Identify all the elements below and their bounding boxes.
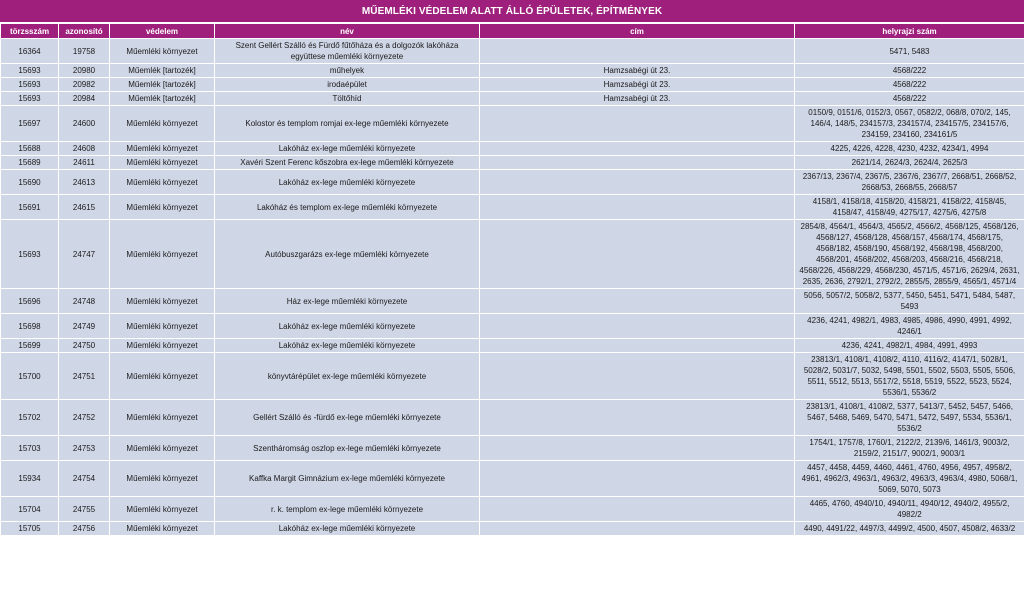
cell-helyrajzi-szam[interactable]: 4568/222 [795, 64, 1024, 78]
cell-azonosito[interactable]: 24755 [59, 497, 110, 522]
cell-helyrajzi-szam[interactable]: 2854/8, 4564/1, 4564/3, 4565/2, 4566/2, 4568/125, 4568/126, 4568/127, 4568/128, 4568/157, 4568/174, 4568/175, 4568/182, 4568/190, 4568/192, 4568/198, 4568/200, 4568/201, 4568/202, 4568/203, 4568/216, 4568/218, 4568/226, 4568/229, 4568/230, 4571/5, 4571/6, 2629/4, 2631, 2635, 2636, 2792/1, 2792/2, 2855/5, 2855/9, 4565/1, 4571/4 [795, 220, 1024, 289]
cell-helyrajzi-szam[interactable]: 4490, 4491/22, 4497/3, 4499/2, 4500, 4507, 4508/2, 4633/2 [795, 522, 1024, 536]
cell-vedelem[interactable]: Műemléki környezet [110, 289, 215, 314]
cell-helyrajzi-szam[interactable]: 5471, 5483 [795, 39, 1024, 64]
cell-cim[interactable] [480, 353, 795, 400]
cell-vedelem[interactable]: Műemléki környezet [110, 220, 215, 289]
cell-helyrajzi-szam[interactable]: 4225, 4226, 4228, 4230, 4232, 4234/1, 4994 [795, 142, 1024, 156]
cell-cim[interactable] [480, 289, 795, 314]
cell-vedelem[interactable]: Műemléki környezet [110, 497, 215, 522]
cell-azonosito[interactable]: 24615 [59, 195, 110, 220]
cell-cim[interactable]: Hamzsabégi út 23. [480, 78, 795, 92]
cell-azonosito[interactable]: 24608 [59, 142, 110, 156]
cell-torzsszam[interactable]: 15689 [1, 156, 59, 170]
cell-nev[interactable]: Lakóház ex-lege műemléki környezete [215, 142, 480, 156]
cell-nev[interactable]: Lakóház ex-lege műemléki környezete [215, 339, 480, 353]
table-row [1, 39, 1024, 64]
cell-nev[interactable]: Töltőhíd [215, 92, 480, 106]
cell-azonosito[interactable]: 24600 [59, 106, 110, 142]
cell-azonosito[interactable]: 24749 [59, 314, 110, 339]
table-row [1, 78, 1024, 92]
cell-azonosito[interactable]: 24752 [59, 400, 110, 436]
cell-azonosito[interactable]: 24748 [59, 289, 110, 314]
cell-azonosito[interactable]: 24753 [59, 436, 110, 461]
cell-helyrajzi-szam[interactable]: 23813/1, 4108/1, 4108/2, 5377, 5413/7, 5452, 5457, 5466, 5467, 5468, 5469, 5470, 5471, 5472, 5497, 5534, 5536/1, 5536/2 [795, 400, 1024, 436]
cell-torzsszam[interactable]: 15693 [1, 78, 59, 92]
cell-vedelem[interactable]: Műemléki környezet [110, 339, 215, 353]
cell-nev[interactable]: Lakóház ex-lege műemléki környezete [215, 314, 480, 339]
cell-torzsszam[interactable]: 15693 [1, 92, 59, 106]
cell-nev[interactable]: irodaépület [215, 78, 480, 92]
cell-torzsszam[interactable]: 15704 [1, 497, 59, 522]
cell-torzsszam[interactable]: 15693 [1, 220, 59, 289]
header-torzsszam[interactable]: törzsszám [1, 24, 59, 39]
cell-azonosito[interactable]: 20980 [59, 64, 110, 78]
cell-cim[interactable] [480, 339, 795, 353]
cell-nev[interactable]: Xavéri Szent Ferenc kőszobra ex-lege műemléki környezete [215, 156, 480, 170]
cell-helyrajzi-szam[interactable]: 4457, 4458, 4459, 4460, 4461, 4760, 4956, 4957, 4958/2, 4961, 4962/3, 4963/1, 4963/2, 4963/3, 4963/4, 4980, 5068/1, 5069, 5070, 5073 [795, 461, 1024, 497]
cell-cim[interactable] [480, 106, 795, 142]
cell-torzsszam[interactable]: 15697 [1, 106, 59, 142]
header-row [1, 24, 1024, 39]
cell-torzsszam[interactable]: 15693 [1, 64, 59, 78]
cell-helyrajzi-szam[interactable]: 5056, 5057/2, 5058/2, 5377, 5450, 5451, 5471, 5484, 5487, 5493 [795, 289, 1024, 314]
cell-nev[interactable]: Lakóház ex-lege műemléki környezete [215, 522, 480, 536]
cell-nev[interactable]: Ház ex-lege műemléki környezete [215, 289, 480, 314]
cell-azonosito[interactable]: 24754 [59, 461, 110, 497]
table-row [1, 64, 1024, 78]
cell-vedelem[interactable]: Műemléki környezet [110, 156, 215, 170]
table-row [1, 195, 1024, 220]
table-row [1, 436, 1024, 461]
cell-nev[interactable]: műhelyek [215, 64, 480, 78]
table-row [1, 289, 1024, 314]
cell-cim[interactable] [480, 400, 795, 436]
table-row [1, 142, 1024, 156]
table-row [1, 461, 1024, 497]
cell-vedelem[interactable]: Műemléki környezet [110, 106, 215, 142]
header-cim[interactable]: cím [480, 24, 795, 39]
table-row [1, 339, 1024, 353]
cell-vedelem[interactable]: Műemlék [tartozék] [110, 92, 215, 106]
table-row [1, 156, 1024, 170]
cell-nev[interactable]: Lakóház és templom ex-lege műemléki környezete [215, 195, 480, 220]
cell-nev[interactable]: Szentháromság oszlop ex-lege műemléki környezete [215, 436, 480, 461]
cell-cim[interactable] [480, 461, 795, 497]
cell-torzsszam[interactable]: 16364 [1, 39, 59, 64]
cell-helyrajzi-szam[interactable]: 0150/9, 0151/6, 0152/3, 0567, 0582/2, 068/8, 070/2, 145, 146/4, 148/5, 234157/3, 234157/4, 234157/5, 234157/6, 234159, 234160, 234161/5 [795, 106, 1024, 142]
cell-cim[interactable]: Hamzsabégi út 23. [480, 64, 795, 78]
cell-azonosito[interactable]: 20982 [59, 78, 110, 92]
header-nev[interactable]: név [215, 24, 480, 39]
cell-helyrajzi-szam[interactable]: 4568/222 [795, 92, 1024, 106]
cell-torzsszam[interactable]: 15688 [1, 142, 59, 156]
cell-torzsszam[interactable]: 15691 [1, 195, 59, 220]
cell-torzsszam[interactable]: 15705 [1, 522, 59, 536]
cell-nev[interactable]: Lakóház ex-lege műemléki környezete [215, 170, 480, 195]
cell-cim[interactable] [480, 170, 795, 195]
cell-torzsszam[interactable]: 15698 [1, 314, 59, 339]
header-helyrajzi-szam[interactable]: helyrajzi szám [795, 24, 1024, 39]
cell-cim[interactable] [480, 497, 795, 522]
table-row [1, 400, 1024, 436]
cell-nev[interactable]: Autóbuszgarázs ex-lege műemléki környezete [215, 220, 480, 289]
cell-azonosito[interactable]: 19758 [59, 39, 110, 64]
cell-torzsszam[interactable]: 15696 [1, 289, 59, 314]
cell-azonosito[interactable]: 24756 [59, 522, 110, 536]
cell-cim[interactable]: Hamzsabégi út 23. [480, 92, 795, 106]
cell-azonosito[interactable]: 24751 [59, 353, 110, 400]
table-row [1, 92, 1024, 106]
cell-azonosito[interactable]: 20984 [59, 92, 110, 106]
cell-helyrajzi-szam[interactable]: 1754/1, 1757/8, 1760/1, 2122/2, 2139/6, 1461/3, 9003/2, 2159/2, 2151/7, 9002/1, 9003/1 [795, 436, 1024, 461]
cell-cim[interactable] [480, 195, 795, 220]
cell-vedelem[interactable]: Műemléki környezet [110, 314, 215, 339]
cell-cim[interactable] [480, 522, 795, 536]
cell-helyrajzi-szam[interactable]: 23813/1, 4108/1, 4108/2, 4110, 4116/2, 4147/1, 5028/1, 5028/2, 5031/7, 5032, 5498, 5501, 5502, 5503, 5505, 5506, 5511, 5512, 5513, 5517/2, 5518, 5519, 5522, 5523, 5524, 5536/1, 5536/2 [795, 353, 1024, 400]
cell-nev[interactable]: könyvtárépület ex-lege műemléki környezete [215, 353, 480, 400]
header-azonosito[interactable]: azonosító [59, 24, 110, 39]
cell-torzsszam[interactable]: 15690 [1, 170, 59, 195]
cell-torzsszam[interactable]: 15700 [1, 353, 59, 400]
table-row [1, 314, 1024, 339]
cell-cim[interactable] [480, 39, 795, 64]
cell-vedelem[interactable]: Műemléki környezet [110, 400, 215, 436]
cell-helyrajzi-szam[interactable]: 2621/14, 2624/3, 2624/4, 2625/3 [795, 156, 1024, 170]
cell-vedelem[interactable]: Műemléki környezet [110, 461, 215, 497]
sheet-title: MŰEMLÉKI VÉDELEM ALATT ÁLLÓ ÉPÜLETEK, ÉPÍTMÉNYEK [0, 0, 1024, 23]
cell-helyrajzi-szam[interactable]: 4465, 4760, 4940/10, 4940/11, 4940/12, 4940/2, 4955/2, 4982/2 [795, 497, 1024, 522]
cell-helyrajzi-szam[interactable]: 4236, 4241, 4982/1, 4983, 4985, 4986, 4990, 4991, 4992, 4246/1 [795, 314, 1024, 339]
cell-helyrajzi-szam[interactable]: 4236, 4241, 4982/1, 4984, 4991, 4993 [795, 339, 1024, 353]
cell-helyrajzi-szam[interactable]: 2367/13, 2367/4, 2367/5, 2367/6, 2367/7, 2668/51, 2668/52, 2668/53, 2668/55, 2668/57 [795, 170, 1024, 195]
cell-azonosito[interactable]: 24611 [59, 156, 110, 170]
cell-nev[interactable]: Kolostor és templom romjai ex-lege műemléki környezete [215, 106, 480, 142]
table-row [1, 106, 1024, 142]
cell-vedelem[interactable]: Műemléki környezet [110, 195, 215, 220]
table-row [1, 170, 1024, 195]
cell-nev[interactable]: Gellért Szálló és -fürdő ex-lege műemléki környezete [215, 400, 480, 436]
cell-vedelem[interactable]: Műemléki környezet [110, 170, 215, 195]
cell-cim[interactable] [480, 314, 795, 339]
table-header [1, 24, 1024, 39]
cell-cim[interactable] [480, 220, 795, 289]
cell-vedelem[interactable]: Műemléki környezet [110, 436, 215, 461]
cell-azonosito[interactable]: 24613 [59, 170, 110, 195]
cell-cim[interactable] [480, 142, 795, 156]
cell-cim[interactable] [480, 436, 795, 461]
cell-torzsszam[interactable]: 15934 [1, 461, 59, 497]
cell-torzsszam[interactable]: 15702 [1, 400, 59, 436]
cell-torzsszam[interactable]: 15699 [1, 339, 59, 353]
cell-azonosito[interactable]: 24747 [59, 220, 110, 289]
cell-vedelem[interactable]: Műemléki környezet [110, 39, 215, 64]
cell-vedelem[interactable]: Műemléki környezet [110, 353, 215, 400]
cell-azonosito[interactable]: 24750 [59, 339, 110, 353]
cell-nev[interactable]: Kaffka Margit Gimnázium ex-lege műemléki környezete [215, 461, 480, 497]
cell-nev[interactable]: r. k. templom ex-lege műemléki környezete [215, 497, 480, 522]
cell-vedelem[interactable]: Műemlék [tartozék] [110, 78, 215, 92]
cell-vedelem[interactable]: Műemléki környezet [110, 522, 215, 536]
monument-table [0, 23, 1024, 536]
table-row [1, 522, 1024, 536]
table-body [1, 39, 1024, 536]
cell-torzsszam[interactable]: 15703 [1, 436, 59, 461]
cell-vedelem[interactable]: Műemléki környezet [110, 142, 215, 156]
table-row [1, 497, 1024, 522]
table-row [1, 220, 1024, 289]
table-row [1, 353, 1024, 400]
cell-nev[interactable]: Szent Gellért Szálló és Fürdő fűtőháza és a dolgozók lakóháza együttese műemléki környezete [215, 39, 480, 64]
cell-vedelem[interactable]: Műemlék [tartozék] [110, 64, 215, 78]
cell-helyrajzi-szam[interactable]: 4158/1, 4158/18, 4158/20, 4158/21, 4158/22, 4158/45, 4158/47, 4158/49, 4275/17, 4275/6, 4275/8 [795, 195, 1024, 220]
header-vedelem[interactable]: védelem [110, 24, 215, 39]
cell-helyrajzi-szam[interactable]: 4568/222 [795, 78, 1024, 92]
cell-cim[interactable] [480, 156, 795, 170]
